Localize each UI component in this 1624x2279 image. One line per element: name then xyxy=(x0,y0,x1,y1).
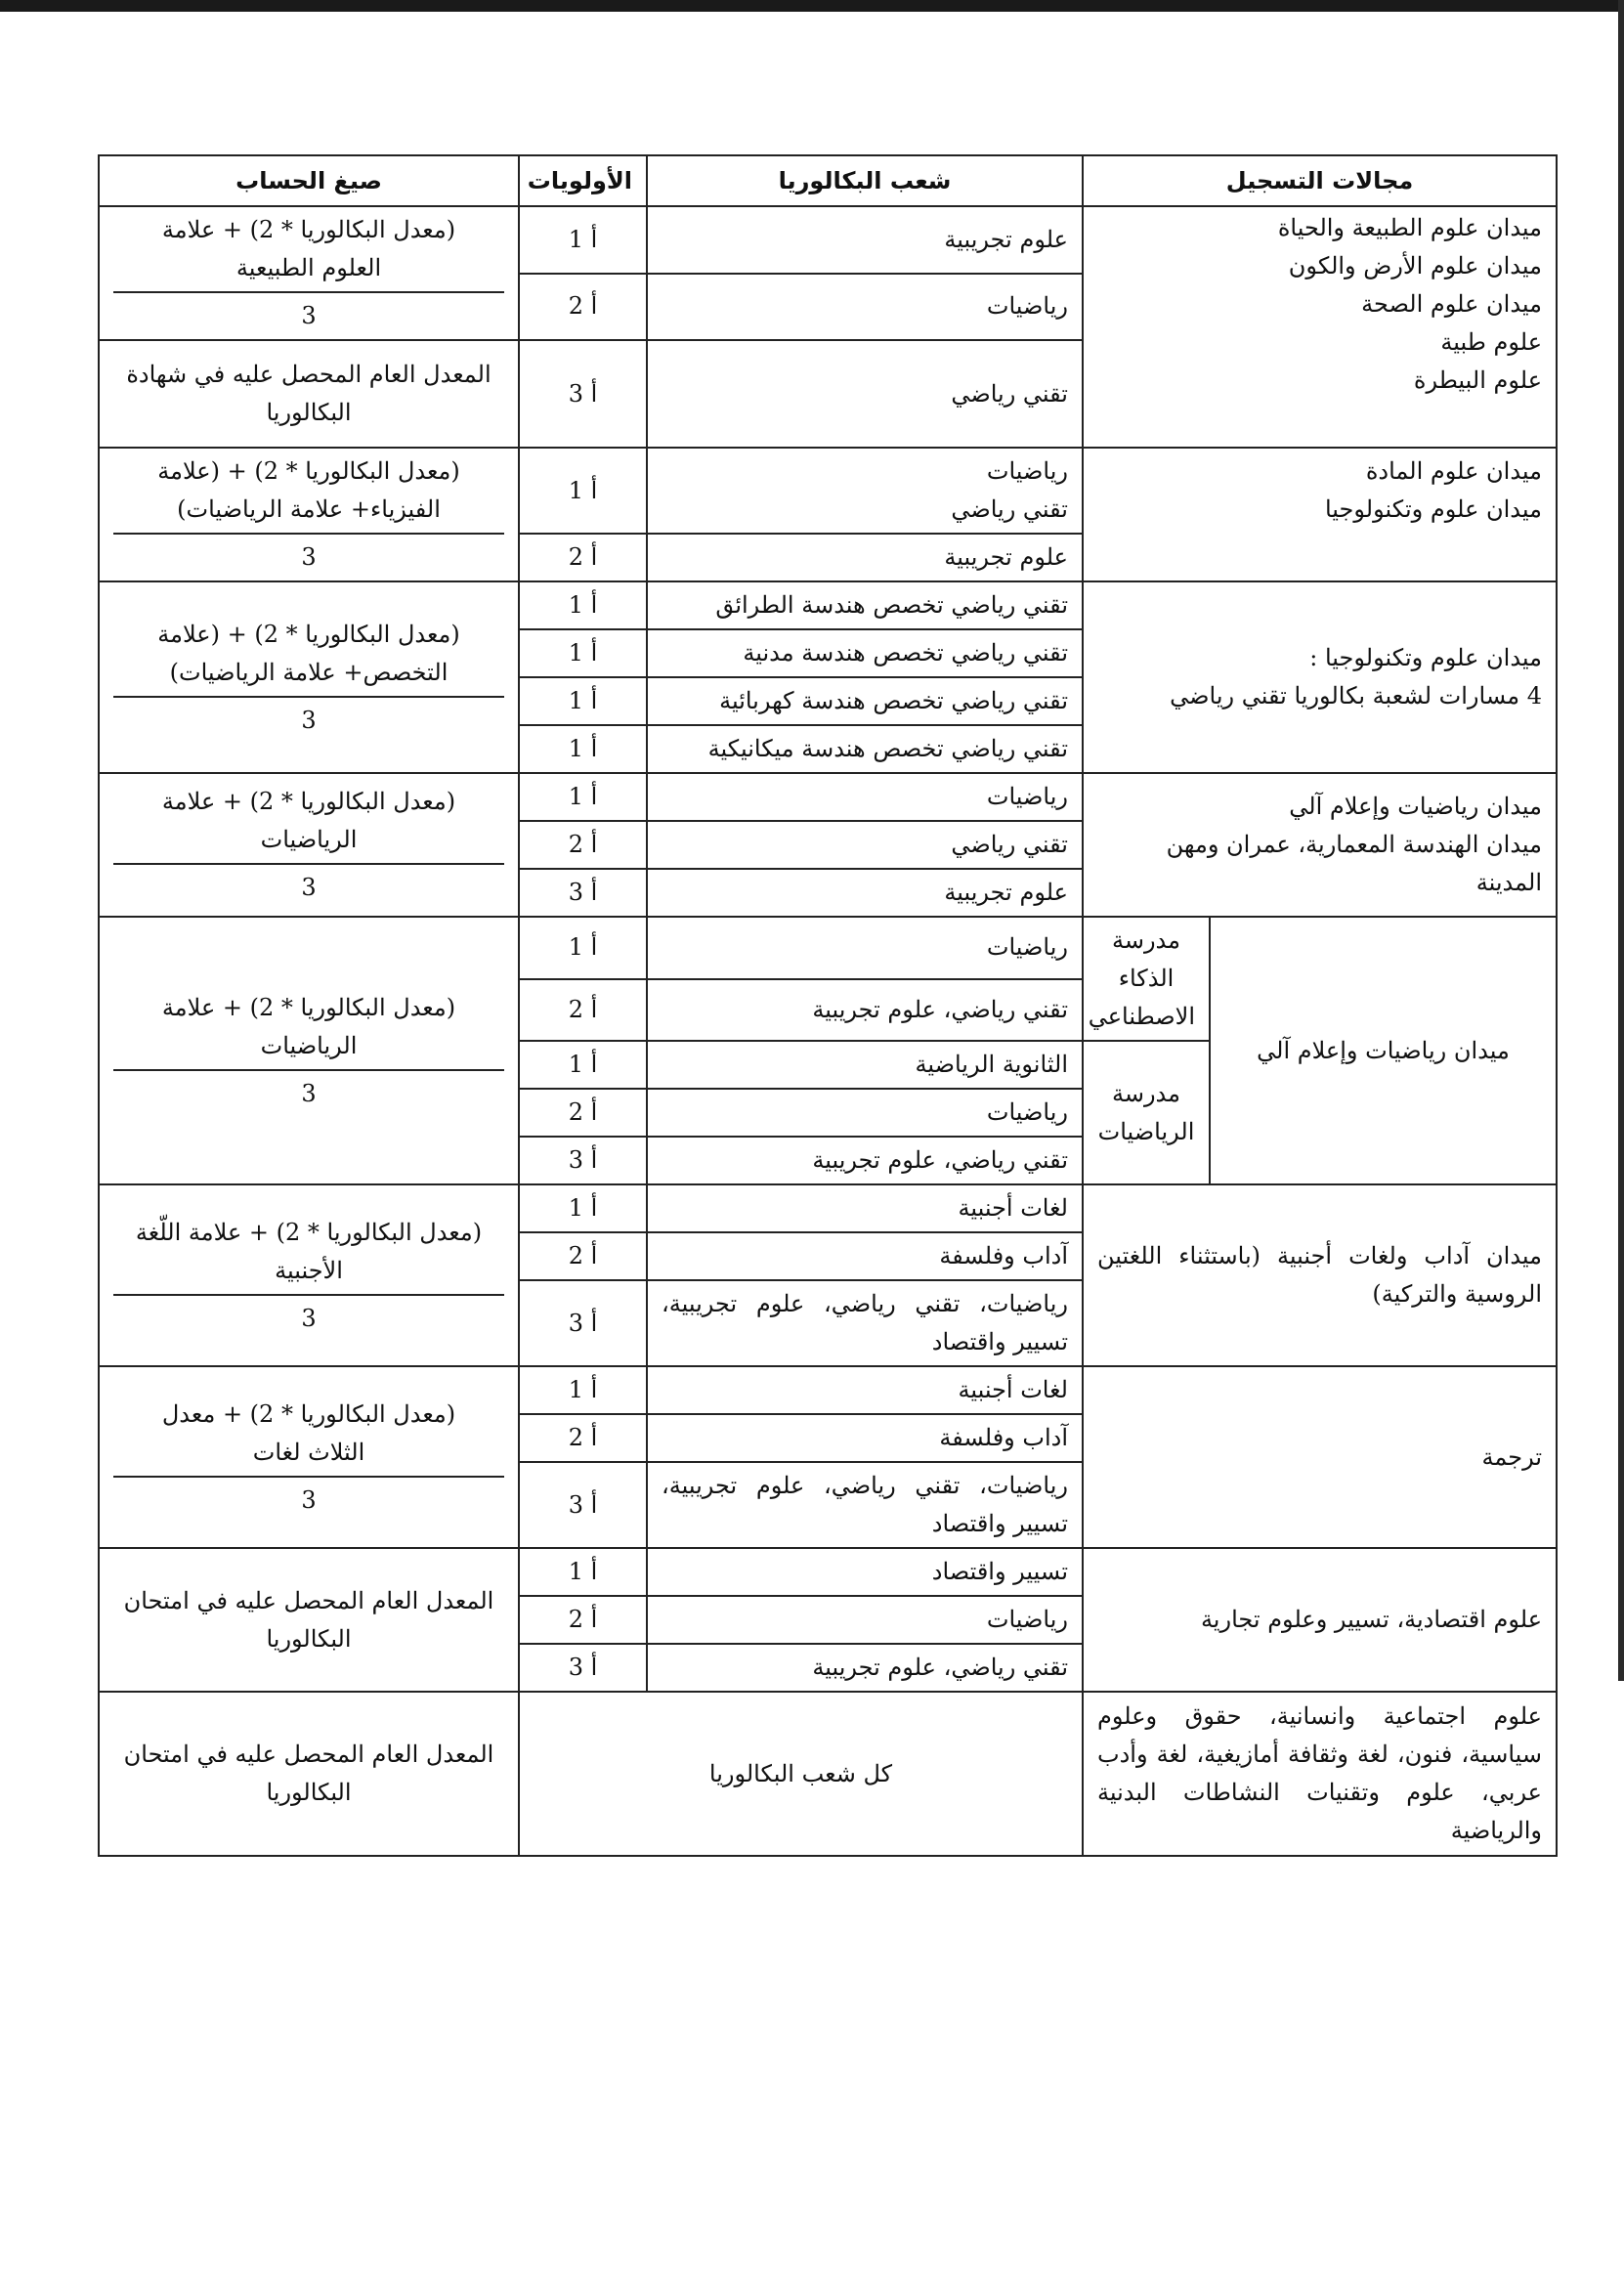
field-cell: ميدان آداب ولغات أجنبية (باستثناء اللغتين الروسية والتركية) xyxy=(1083,1184,1557,1366)
field-line: علوم البيطرة xyxy=(1413,366,1543,394)
header-priorities: الأولويات xyxy=(519,155,647,206)
branch-line: رياضيات xyxy=(986,457,1068,485)
branch-cell: تقني رياضي xyxy=(647,340,1083,448)
formula-numerator: (معدل البكالوريا * 2) + علامة الرياضيات xyxy=(113,989,504,1071)
priority-cell: أ 3 xyxy=(519,340,647,448)
table-row xyxy=(99,773,1557,821)
field-line: ميدان رياضيات وإعلام آلي xyxy=(1289,793,1543,820)
branch-cell: علوم تجريبية xyxy=(647,206,1083,274)
formula-cell xyxy=(99,581,519,773)
formula-numerator: (معدل البكالوريا * 2) + (علامة الفيزياء+ علامة الرياضيات) xyxy=(113,452,504,535)
branch-cell: علوم تجريبية xyxy=(647,534,1083,581)
table-row xyxy=(99,917,1557,979)
subfield-cell: مدرسة الذكاء الاصطناعي xyxy=(1083,917,1210,1041)
formula-denominator: 3 xyxy=(301,302,317,329)
formula-denominator: 3 xyxy=(301,1485,317,1514)
formula-numerator: (معدل البكالوريا * 2) + علامة العلوم الطبيعية xyxy=(113,211,504,293)
scan-top-border xyxy=(0,0,1624,12)
field-line: ميدان علوم الطبيعة والحياة xyxy=(1277,214,1543,241)
formula-cell xyxy=(99,1366,519,1548)
priority-cell: أ 3 xyxy=(519,1644,647,1692)
priority-cell: أ 3 xyxy=(519,869,647,917)
formula-fraction xyxy=(113,989,504,1113)
branch-cell: رياضيات، تقني رياضي، علوم تجريبية، تسيير واقتصاد xyxy=(647,1462,1083,1548)
header-branches: شعب البكالوريا xyxy=(647,155,1083,206)
branch-cell: تقني رياضي تخصص هندسة الطرائق xyxy=(647,581,1083,629)
priority-cell: أ 3 xyxy=(519,1137,647,1184)
branch-cell: الثانوية الرياضية xyxy=(647,1041,1083,1089)
branch-cell: رياضيات، تقني رياضي، علوم تجريبية، تسيير واقتصاد xyxy=(647,1280,1083,1366)
priority-cell: أ 2 xyxy=(519,534,647,581)
branch-cell: آداب وفلسفة xyxy=(647,1414,1083,1462)
priority-cell: أ 1 xyxy=(519,206,647,274)
table-row xyxy=(99,1366,1557,1414)
formula-cell: المعدل العام المحصل عليه في شهادة البكالوريا xyxy=(99,340,519,448)
priority-cell: أ 2 xyxy=(519,1232,647,1280)
header-fields: مجالات التسجيل xyxy=(1083,155,1557,206)
formula-numerator: (معدل البكالوريا * 2) + علامة اللّغة الأجنبية xyxy=(113,1214,504,1296)
table-row xyxy=(99,448,1557,534)
branch-cell: آداب وفلسفة xyxy=(647,1232,1083,1280)
field-line: ميدان علوم المادة xyxy=(1365,457,1543,485)
field-line: ميدان علوم وتكنولوجيا xyxy=(1324,495,1543,523)
formula-numerator: (معدل البكالوريا * 2) + (علامة التخصص+ علامة الرياضيات) xyxy=(113,616,504,698)
field-cell: ميدان رياضيات وإعلام آلي xyxy=(1210,917,1557,1184)
formula-denominator: 3 xyxy=(301,874,317,901)
formula-fraction xyxy=(113,211,504,335)
branch-cell: تقني رياضي، علوم تجريبية xyxy=(647,1137,1083,1184)
priority-cell: أ 1 xyxy=(519,1548,647,1596)
priority-cell: أ 1 xyxy=(519,1184,647,1232)
formula-denominator: 3 xyxy=(301,1079,317,1107)
formula-cell xyxy=(99,773,519,917)
field-line: ميدان علوم وتكنولوجيا : xyxy=(1309,644,1543,671)
priority-cell: أ 1 xyxy=(519,448,647,534)
branch-cell: رياضيات xyxy=(647,1596,1083,1644)
formula-numerator: (معدل البكالوريا * 2) + علامة الرياضيات xyxy=(113,783,504,865)
formula-denominator: 3 xyxy=(301,1304,317,1332)
field-cell xyxy=(1083,448,1557,581)
priority-cell: أ 2 xyxy=(519,1089,647,1137)
registration-table xyxy=(98,154,1558,1857)
priority-cell: أ 2 xyxy=(519,1596,647,1644)
table-row xyxy=(99,1548,1557,1596)
table-row xyxy=(99,206,1557,274)
formula-cell: المعدل العام المحصل عليه في امتحان البكالوريا xyxy=(99,1548,519,1692)
branch-cell: كل شعب البكالوريا xyxy=(519,1692,1083,1856)
formula-fraction xyxy=(113,616,504,740)
field-cell: علوم اقتصادية، تسيير وعلوم تجارية xyxy=(1083,1548,1557,1692)
subfield-cell: مدرسة الرياضيات xyxy=(1083,1041,1210,1184)
formula-fraction xyxy=(113,1396,504,1520)
priority-cell: أ 3 xyxy=(519,1462,647,1548)
branch-cell: رياضيات xyxy=(647,1089,1083,1137)
branch-cell: تقني رياضي تخصص هندسة كهربائية xyxy=(647,677,1083,725)
branch-line: تقني رياضي xyxy=(951,495,1068,523)
branch-cell: لغات أجنبية xyxy=(647,1184,1083,1232)
field-line: ميدان الهندسة المعمارية، عمران ومهن المدينة xyxy=(1166,831,1543,896)
branch-cell: تقني رياضي xyxy=(647,821,1083,869)
field-cell xyxy=(1083,206,1557,448)
formula-numerator: (معدل البكالوريا * 2) + معدل الثلاث لغات xyxy=(113,1396,504,1478)
field-line: ميدان علوم الأرض والكون xyxy=(1288,252,1543,280)
field-line: ميدان علوم الصحة xyxy=(1361,290,1543,318)
priority-cell: أ 1 xyxy=(519,917,647,979)
priority-cell: أ 2 xyxy=(519,1414,647,1462)
branch-cell xyxy=(647,448,1083,534)
branch-cell: علوم تجريبية xyxy=(647,869,1083,917)
priority-cell: أ 1 xyxy=(519,677,647,725)
field-cell: ترجمة xyxy=(1083,1366,1557,1548)
header-formulas: صيغ الحساب xyxy=(99,155,519,206)
formula-cell: المعدل العام المحصل عليه في امتحان البكالوريا xyxy=(99,1692,519,1856)
priority-cell: أ 3 xyxy=(519,1280,647,1366)
branch-cell: رياضيات xyxy=(647,917,1083,979)
branch-cell: رياضيات xyxy=(647,274,1083,341)
formula-denominator: 3 xyxy=(301,543,317,571)
table-row xyxy=(99,581,1557,629)
field-cell xyxy=(1083,773,1557,917)
formula-cell xyxy=(99,206,519,340)
field-cell xyxy=(1083,581,1557,773)
formula-cell xyxy=(99,448,519,581)
formula-cell xyxy=(99,917,519,1184)
branch-cell: تسيير واقتصاد xyxy=(647,1548,1083,1596)
branch-cell: لغات أجنبية xyxy=(647,1366,1083,1414)
branch-cell: تقني رياضي، علوم تجريبية xyxy=(647,1644,1083,1692)
priority-cell: أ 1 xyxy=(519,581,647,629)
field-cell: علوم اجتماعية وانسانية، حقوق وعلوم سياسية، فنون، لغة وثقافة أمازيغية، لغة وأدب عربي، علوم وتقنيات النشاطات البدنية والرياضية xyxy=(1083,1692,1557,1856)
table-row xyxy=(99,1184,1557,1232)
formula-fraction xyxy=(113,1214,504,1338)
formula-fraction xyxy=(113,783,504,907)
priority-cell: أ 1 xyxy=(519,1041,647,1089)
priority-cell: أ 2 xyxy=(519,821,647,869)
formula-cell xyxy=(99,1184,519,1366)
priority-cell: أ 2 xyxy=(519,979,647,1042)
branch-cell: تقني رياضي تخصص هندسة مدنية xyxy=(647,629,1083,677)
branch-cell: تقني رياضي، علوم تجريبية xyxy=(647,979,1083,1042)
field-line: علوم طبية xyxy=(1440,328,1543,356)
formula-denominator: 3 xyxy=(301,706,317,734)
priority-cell: أ 1 xyxy=(519,773,647,821)
scan-right-border xyxy=(1618,0,1624,1681)
table-header-row xyxy=(99,155,1557,206)
formula-fraction xyxy=(113,452,504,577)
branch-cell: تقني رياضي تخصص هندسة ميكانيكية xyxy=(647,725,1083,773)
table-row xyxy=(99,1692,1557,1856)
priority-cell: أ 1 xyxy=(519,629,647,677)
branch-cell: رياضيات xyxy=(647,773,1083,821)
priority-cell: أ 2 xyxy=(519,274,647,341)
field-line: 4 مسارات لشعبة بكالوريا تقني رياضي xyxy=(1170,682,1543,710)
priority-cell: أ 1 xyxy=(519,725,647,773)
priority-cell: أ 1 xyxy=(519,1366,647,1414)
